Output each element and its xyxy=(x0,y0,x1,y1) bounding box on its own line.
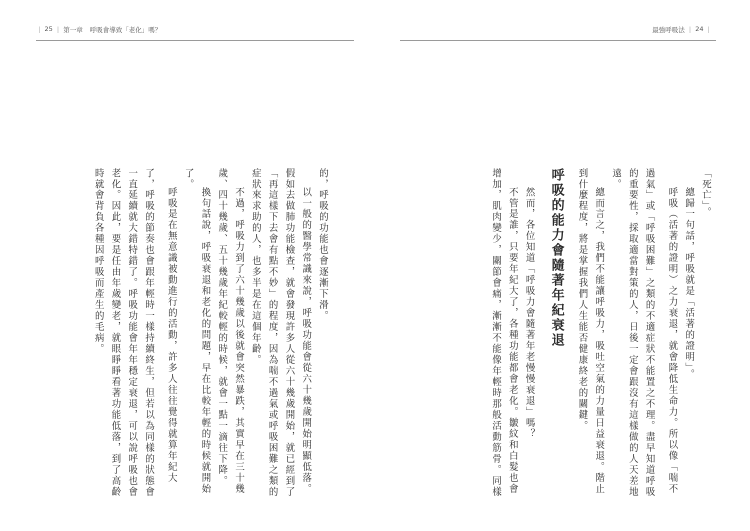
right-running-header: 最強呼吸法 ｜ 24 ｜ xyxy=(652,25,712,34)
text-column: 遠。 xyxy=(610,168,622,190)
text-column: 呼吸是在無意識被動進行的活動，許多人往往覺得就算年紀大 xyxy=(165,186,177,484)
chapter-title: 呼吸會導致「老化」嗎？ xyxy=(89,25,162,34)
right-page xyxy=(395,28,725,498)
right-page-number: 24 xyxy=(695,25,704,33)
text-column: 時就會背負各種因呼吸而產生的毛病。 xyxy=(92,168,104,355)
text-column: 不管是誰，只要年紀大了，各種功能都會老化。皺紋和白髮也會 xyxy=(506,186,518,495)
text-column: 歲、四十幾歲、五十幾歲年紀較輕的時候，就會一點一滴往下降。 xyxy=(216,168,228,487)
left-page-number: 25 xyxy=(44,25,53,33)
text-column: 過氣」或「呼吸困難」之類的不適症狀不能置之不理。盡早知道呼吸 xyxy=(643,168,655,498)
chapter-label: 第一章 xyxy=(63,25,83,34)
text-column: 一直延續就大錯特錯了。呼吸功能會年年穩定衰退，可以說呼吸也會 xyxy=(126,168,138,498)
text-column: 症狀來求助的人，也多半是在這個年齡。 xyxy=(249,168,261,366)
left-page xyxy=(30,28,360,498)
right-page-body xyxy=(423,168,713,498)
text-column: 以一般的醫學常識來說，呼吸功能會從六十幾歲開始明顯低落。 xyxy=(300,186,312,495)
book-title: 最強呼吸法 xyxy=(652,25,685,34)
text-column: 到什麼程度，將是掌握我們人生能否健康終老的關鍵。 xyxy=(576,168,588,432)
text-column: 總歸一句話，呼吸就是「活著的證明」。 xyxy=(683,186,695,380)
section-heading: 呼吸的能力會隨著年紀衰退 xyxy=(548,168,564,348)
text-column: 「死亡」。 xyxy=(700,168,711,219)
text-column: 假如去做肺功能檢查，就會發現許多人從六十幾歲開始，就已經到了 xyxy=(283,168,295,498)
text-column: 呼吸（活著的證明）之力衰退，就會降低生命力。所以像「喘不 xyxy=(666,186,678,495)
left-running-header: ｜ 25 ｜ 第一章 呼吸會導致「老化」嗎？ xyxy=(36,25,162,34)
text-column: 的重要性，採取適當對策的人，日後一定會跟沒有這樣做的人天差地 xyxy=(626,168,638,498)
text-column: 的，呼吸的功能也會逐漸下滑。 xyxy=(317,168,328,322)
text-column: 老化。因此，要是任由年歲變老，就眼睜睜看著功能低落，到了高齡 xyxy=(109,168,121,498)
text-column: 然而，各位知道「呼吸力會隨著年老慢慢衰退」嗎？ xyxy=(523,186,535,440)
text-column: 換句話說，呼吸衰退和老化的問題，早在比較年輕的時候就開始 xyxy=(199,186,211,495)
text-column: 了，呼吸的節奏也會跟年輕時一樣持續終生，但若以為同樣的狀態會 xyxy=(143,168,155,498)
text-column: 「再這樣下去會有點不妙」的程度，因為喘不過氣或呼吸困難之類的 xyxy=(266,168,278,498)
text-column: 增加，肌肉變少，關節會痛，漸漸不能像年輕時那般活動筋骨。同樣 xyxy=(490,168,502,498)
text-column: 不過，呼吸力到了六十幾歲以後就會突然暴跌，其實早在三十幾 xyxy=(233,186,245,495)
left-page-body xyxy=(92,168,330,498)
text-column: 總而言之，我們不能讓呼吸力，吸吐空氣的力量日益衰退。階止 xyxy=(593,186,605,495)
text-column: 了。 xyxy=(182,168,194,190)
